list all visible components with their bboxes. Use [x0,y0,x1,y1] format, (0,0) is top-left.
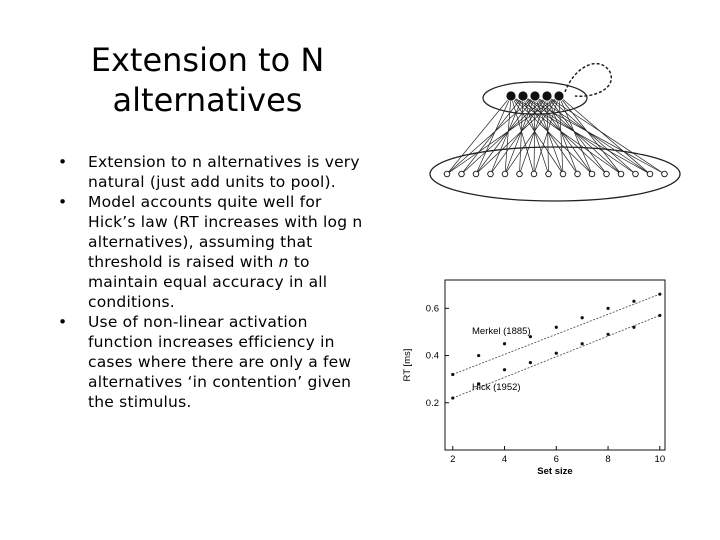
connection-line [535,96,650,174]
merkel-point [632,300,635,303]
merkel-point [477,354,480,357]
bullet-item [55,192,365,312]
hick-point [581,342,584,345]
annotation-hick: Hick (1952) [472,382,521,393]
rt-chart [400,270,670,480]
input-unit [589,171,595,177]
input-unit [473,171,479,177]
bullet-text-before: Model accounts quite well for Hick’s law (RT increases with log n alternatives), assuming that threshold is raised with [88,193,363,271]
bullet-item [55,312,365,412]
input-unit [546,171,552,177]
decision-unit [506,91,516,101]
x-tick-label: 10 [654,454,666,465]
y-tick-label: 0.4 [425,350,439,362]
title-line-2: alternatives [112,81,303,119]
bullet-text-after: to maintain equal accuracy in all conditions. [88,253,328,311]
connection-line [447,96,535,174]
input-unit [575,171,581,177]
input-unit [633,171,639,177]
merkel-point [451,373,454,376]
input-unit [531,171,537,177]
x-tick-label: 2 [450,454,456,465]
input-unit [560,171,566,177]
hick-point [503,368,506,371]
connection-line [447,96,511,174]
input-unit [618,171,624,177]
connection-line [547,96,636,174]
connection-line [491,96,524,174]
decision-unit [518,91,528,101]
annotation-merkel: Merkel (1885) [472,326,531,337]
hick-point [658,314,661,317]
merkel-point [555,326,558,329]
recurrent-loop [565,64,611,97]
input-unit [517,171,523,177]
hick-point [529,361,532,364]
bullet-marker: • [58,153,68,171]
plot-frame [445,280,665,450]
y-tick-label: 0.2 [425,397,439,409]
connection-line [535,96,563,174]
x-axis-label: Set size [537,466,573,477]
hick-point [555,352,558,355]
y-tick-label: 0.6 [425,303,439,315]
connection-line [559,96,621,174]
connection-line [447,96,559,174]
bullet-list [55,152,365,412]
bullet-text: Extension to n alternatives is very natural (just add units to pool). [88,153,360,191]
x-tick-label: 6 [553,454,559,465]
y-axis-label: RT [ms] [402,348,413,382]
network-diagram [425,50,685,210]
input-unit [444,171,450,177]
input-unit [502,171,508,177]
slide-title [40,40,375,120]
x-tick-label: 8 [605,454,611,465]
input-unit [488,171,494,177]
decision-unit [530,91,540,101]
hick-point [632,326,635,329]
bullet-marker: • [58,313,68,331]
merkel-point [503,342,506,345]
bullet-text-italic: n [278,253,289,271]
input-unit [662,171,668,177]
merkel-point [606,307,609,310]
merkel-point [581,316,584,319]
input-unit [604,171,610,177]
decision-unit [554,91,564,101]
connection-line [523,96,636,174]
input-unit [647,171,653,177]
x-tick-label: 4 [501,454,508,465]
input-unit [459,171,465,177]
bullet-text: Use of non-linear activation function increases efficiency in cases where there are only a few alternatives ‘in contention’ given the stimulus. [88,313,352,411]
merkel-point [658,293,661,296]
input-layer-ellipse [430,147,680,201]
decision-unit [542,91,552,101]
title-line-1: Extension to N [90,41,325,79]
bullet-marker: • [58,193,68,211]
hick-point [606,333,609,336]
bullet-item [55,152,365,192]
hick-point [451,396,454,399]
